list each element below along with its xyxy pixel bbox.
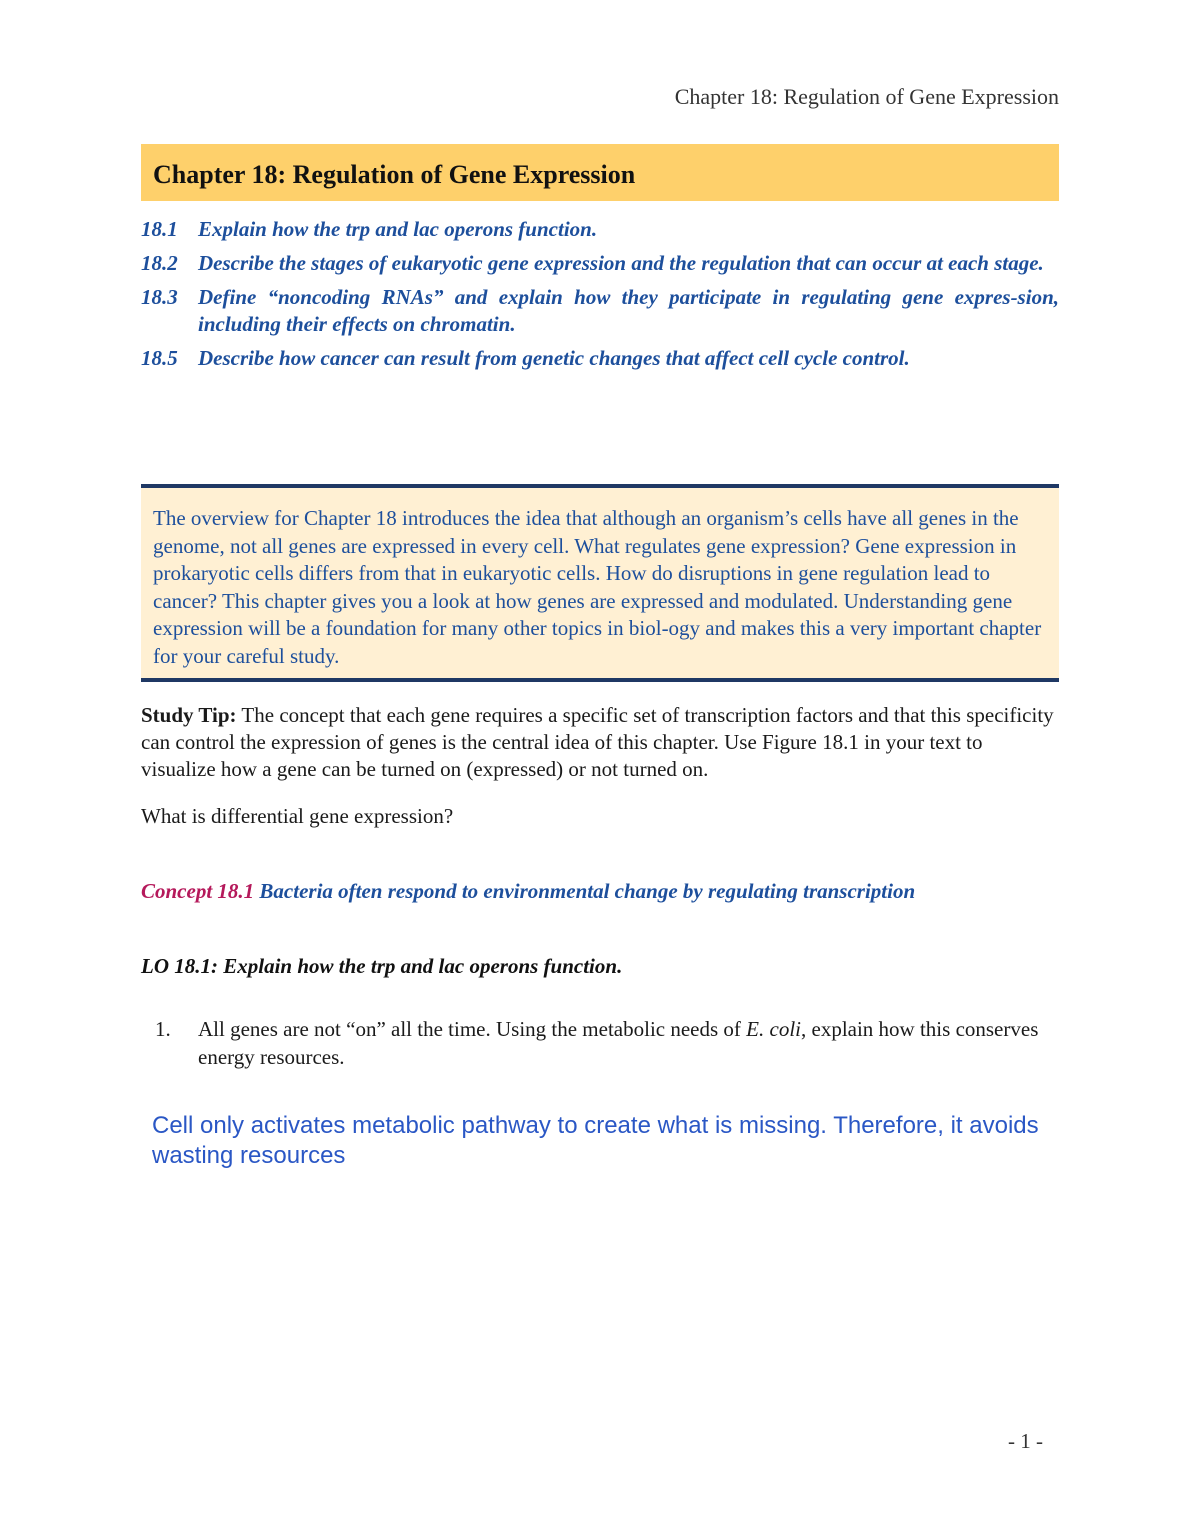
objective-number: 18.1 (141, 217, 178, 241)
objective-item (141, 284, 1059, 338)
answer-text: Cell only activates metabolic pathway to create what is missing. Therefore, it avoids wasting resources (152, 1112, 1039, 1169)
study-tip (141, 702, 1059, 783)
question-text-before: All genes are not “on” all the time. Using the metabolic needs of (198, 1017, 747, 1041)
objective-text: Describe how cancer can result from genetic changes that affect cell cycle control. (198, 346, 910, 370)
concept-label: Concept 18.1 (141, 879, 255, 903)
chapter-banner (141, 144, 1059, 201)
running-header: Chapter 18: Regulation of Gene Expression (674, 84, 1059, 109)
lo-heading: LO 18.1: Explain how the trp and lac operons function. (141, 954, 623, 978)
chapter-title: Chapter 18: Regulation of Gene Expression (153, 160, 636, 189)
learning-objectives-list (141, 216, 1059, 379)
question-text (198, 1015, 1059, 1071)
objective-number: 18.2 (141, 251, 178, 275)
study-tip-text: The concept that each gene requires a specific set of transcription factors and that this specificity can control the expression of genes is the central idea of this chapter. Use Figure 18.1 in your text to visualize how a gene can be turned on (expressed) or not turned on. (141, 703, 1054, 781)
objective-text: Describe the stages of eukaryotic gene expression and the regulation that can occur at each stage. (198, 251, 1044, 275)
objective-text: Explain how the trp and lac operons function. (198, 217, 598, 241)
organism-name: E. coli (746, 1017, 801, 1041)
question-number: 1. (155, 1017, 171, 1041)
objective-number: 18.3 (141, 285, 178, 309)
question-item (141, 1015, 1059, 1071)
objective-item (141, 216, 1059, 243)
objective-number: 18.5 (141, 346, 178, 370)
objective-text: Define “noncoding RNAs” and explain how they participate in regulating gene expres-sion, including their effects on chromatin. (198, 285, 1059, 336)
objective-item (141, 250, 1059, 277)
overview-text: The overview for Chapter 18 introduces the idea that although an organism’s cells have all genes in the genome, not all genes are expressed in every cell. What regulates gene expression? Gene expression in prokaryotic cells differs from that in eukaryotic cells. How do disruptions in gene regulation lead to cancer? This chapter gives you a look at how genes are expressed and modulated. Understanding gene expression will be a foundation for many other topics in biol-ogy and makes this a very important chapter for your careful study. (153, 506, 1042, 668)
concept-heading (141, 879, 915, 904)
question-text-after: , explain how this conserves energy resources. (198, 1017, 1039, 1069)
page-number: - 1 - (1008, 1429, 1043, 1453)
concept-title: Bacteria often respond to environmental change by regulating transcription (254, 879, 916, 903)
differential-expression-question: What is differential gene expression? (141, 804, 454, 828)
study-tip-label: Study Tip: (141, 703, 237, 727)
objective-item (141, 345, 1059, 372)
overview-box (141, 484, 1059, 682)
